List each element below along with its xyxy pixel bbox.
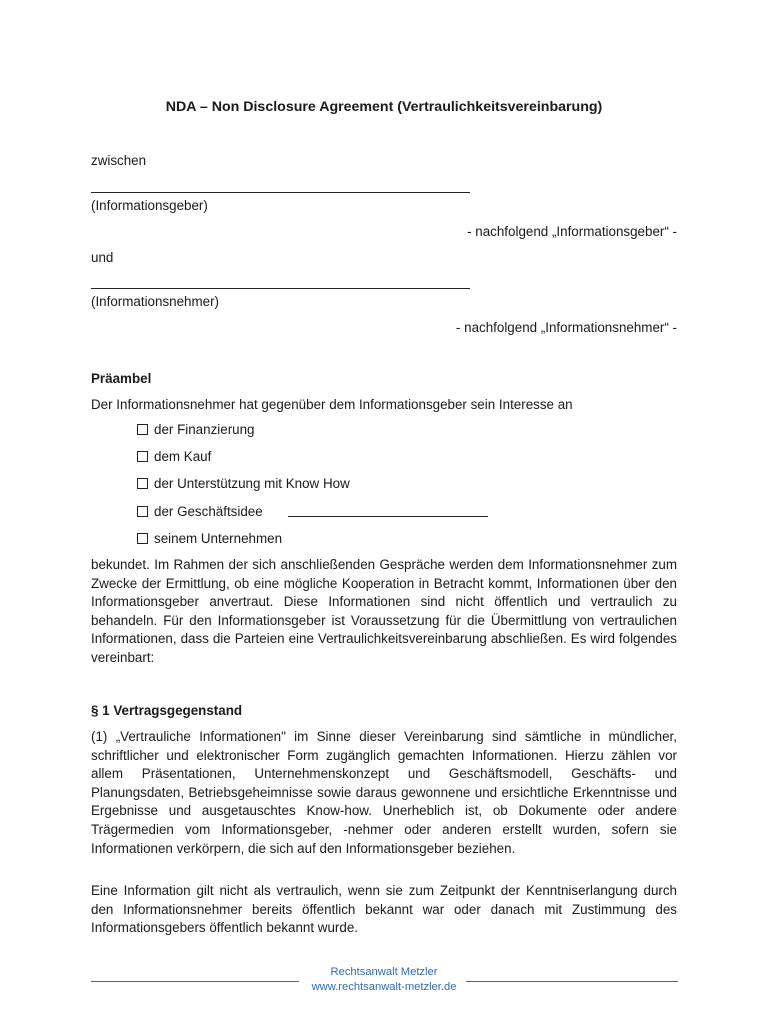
option-label: seinem Unternehmen: [154, 531, 283, 546]
footer-name: Rechtsanwalt Metzler: [330, 966, 438, 978]
section1-paragraph1: (1) „Vertrauliche Informationen" im Sinne dieser Vereinbarung sind sämtliche in mündlicher, schriftlicher und elektronischer Form zugänglich gemachten Informationen. Hierzu zählen vor allem Präsentationen, Unternehmenskonzept und Geschäftsmodell, Geschäfts- und Planungsdaten, Betriebsgeheimnisse sowie daraus gewonnene und ersichtliche Erkenntnisse und Ergebnisse und ausgetauschtes Know-how. Unerheblich ist, ob Dokumente oder andere Trägermedien vom Informationsgeber, -nehmer oder anderen erstellt wurden, sofern sie Informationen verkörpern, die sich auf den Informationsgeber beziehen.: [91, 729, 677, 856]
option-label: der Unterstützung mit Know How: [154, 476, 350, 491]
option-financing: [137, 422, 255, 437]
footer-website-link[interactable]: www.rechtsanwalt-metzler.de: [311, 981, 457, 993]
preamble-heading: Präambel: [91, 371, 152, 386]
checkbox-purchase[interactable]: [137, 451, 148, 462]
option-purchase: [137, 449, 211, 464]
preamble-intro: Der Informationsnehmer hat gegenüber dem Informationsgeber sein Interesse an: [91, 397, 573, 412]
section1-paragraph2: Eine Information gilt nicht als vertraulich, wenn sie zum Zeitpunkt der Kenntniserlangung durch den Informationsnehmer bereits öffentlich bekannt war oder danach mit Zustimmung des Informationsgebers öffentlich bekannt wurde.: [91, 883, 677, 936]
option-business-idea: [137, 504, 263, 519]
option-label: dem Kauf: [154, 449, 212, 464]
checkbox-financing[interactable]: [137, 424, 148, 435]
party2-signature-line: [91, 288, 470, 289]
checkbox-knowhow[interactable]: [137, 478, 148, 489]
party1-signature-line: [91, 192, 470, 193]
document-title: NDA – Non Disclosure Agreement (Vertraulichkeitsvereinbarung): [165, 99, 603, 115]
party1-label: (Informationsgeber): [91, 198, 208, 213]
option-knowhow: [137, 476, 350, 491]
party1-reference: - nachfolgend „Informationsgeber“ -: [467, 224, 677, 239]
party2-reference: - nachfolgend „Informationsnehmer“ -: [455, 320, 677, 335]
option-label: der Geschäftsidee: [154, 504, 263, 519]
business-idea-fill-line: [288, 516, 488, 517]
checkbox-business-idea[interactable]: [137, 506, 148, 517]
between-text: zwischen: [91, 153, 147, 168]
section1-heading: § 1 Vertragsgegenstand: [91, 703, 243, 718]
and-text: und: [91, 250, 114, 265]
party2-label: (Informationsnehmer): [91, 294, 220, 309]
checkbox-company[interactable]: [137, 533, 148, 544]
preamble-body: bekundet. Im Rahmen der sich anschließenden Gespräche werden dem Informationsnehmer zum Zwecke der Ermittlung, ob eine mögliche Kooperation in Betracht kommt, Informationen über den Informationsgeber anvertraut. Diese Informationen sind nicht öffentlich und vertraulich zu behandeln. Für den Informationsgeber ist Voraussetzung für die Übermittlung von vertraulichen Informationen, dass die Parteien eine Vertraulichkeitsvereinbarung abschließen. Es wird folgendes vereinbart:: [91, 557, 677, 665]
option-company: [137, 531, 282, 546]
option-label: der Finanzierung: [154, 422, 255, 437]
